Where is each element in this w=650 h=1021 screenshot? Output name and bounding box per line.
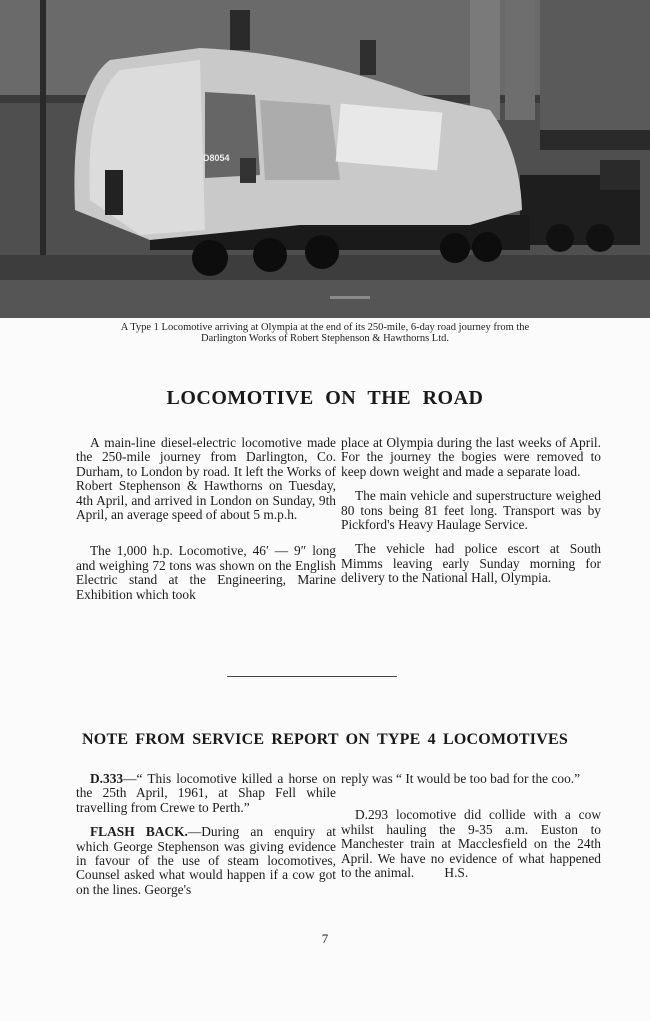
caption-line-2: Darlington Works of Robert Stephenson & Hawthorns Ltd. [200, 333, 450, 344]
article1-paragraph: place at Olympia during the last weeks of April. For the journey the bogies were removed to keep down weight and made a separate load. [341, 435, 601, 479]
author-initials: H.S. [444, 865, 469, 881]
article-title-service-report: NOTE FROM SERVICE REPORT ON TYPE 4 LOCOMOTIVES [82, 731, 568, 748]
locomotive-photo [0, 0, 650, 318]
photo-illustration [0, 0, 650, 318]
article2-right-column [341, 772, 601, 880]
service-note-d333 [76, 772, 336, 815]
note-text: —During an enquiry at which George Stephenson was giving evidence in favour of the use of steam locomotives, Counsel asked what would happen if a cow got on the lines. George's [76, 824, 336, 897]
service-note-d293 [341, 808, 601, 880]
note-text: —“ This locomotive killed a horse on the 25th April, 1961, at Shap Fell while travelling from Crewe to Perth.” [76, 771, 336, 815]
article2-left-column [76, 772, 336, 907]
page-number: 7 [321, 931, 329, 946]
note-text: D.293 locomotive did collide with a cow whilst hauling the 9-35 a.m. Euston to Manchester train at Macclesfield on the 24th April. We have no evidence of what happened to the animal. [341, 807, 601, 881]
article1-left-column [76, 436, 336, 612]
caption-line-1: A Type 1 Locomotive arriving at Olympia at the end of its 250-mile, 6-day road journey from the [120, 322, 530, 333]
flash-back-note [76, 825, 336, 897]
note-lead: D.333 [90, 771, 124, 786]
flash-back-continued: reply was “ It would be too bad for the coo.” [341, 771, 581, 786]
article1-paragraph: The vehicle had police escort at South Mimms leaving early Sunday morning for delivery to the National Hall, Olympia. [341, 541, 601, 586]
article1-paragraph: A main-line diesel-electric locomotive made the 250-mile journey from Darlington, Co. Durham, to London by road. It left the Works of Robert Stephenson & Hawthorns on Tuesday, 4th April, and arrived in London on Sunday, 9th April, an average speed of about 5 m.p.h. [76, 435, 336, 523]
article1-paragraph: The 1,000 h.p. Locomotive, 46′ — 9″ long and weighing 72 tons was shown on the English Electric stand at the Engineering, Marine Exhibition which took [76, 543, 336, 602]
note-lead: FLASH BACK. [90, 824, 188, 840]
svg-text:D8054: D8054 [203, 153, 230, 163]
article1-paragraph: The main vehicle and superstructure weighed 80 tons being 81 feet long. Transport was by Pickford's Heavy Haulage Service. [341, 488, 601, 533]
article1-right-column [341, 436, 601, 596]
photo-caption [40, 322, 610, 344]
article-title-locomotive-on-the-road: LOCOMOTIVE ON THE ROAD [166, 387, 484, 409]
section-divider [227, 676, 397, 677]
